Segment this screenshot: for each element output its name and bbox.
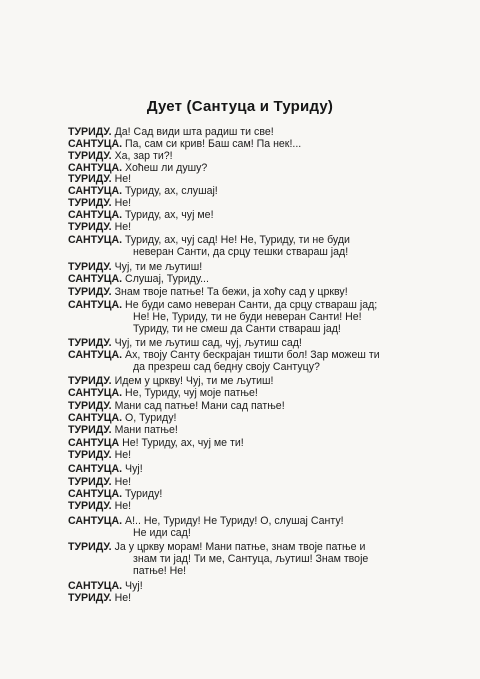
speaker-name: ТУРИДУ. (68, 592, 112, 604)
speaker-name: ТУРИДУ. (68, 375, 112, 387)
line-text: Ха, зар ти?! (114, 150, 173, 162)
line-text: Чуј! (125, 580, 143, 592)
dialogue-line (68, 209, 214, 221)
dialogue-line (68, 286, 348, 298)
dialogue-line (133, 246, 348, 258)
line-text: Не иди сад! (133, 527, 191, 539)
dialogue-line (68, 221, 131, 233)
dialogue-line (68, 449, 131, 461)
line-text: Не! Туриду, ах, чуј ме ти! (122, 437, 244, 449)
speaker-name: САНТУЦА. (68, 412, 123, 424)
line-text: Не! (114, 500, 132, 512)
speaker-name: САНТУЦА. (68, 349, 123, 361)
speaker-name: ТУРИДУ. (68, 541, 112, 553)
dialogue-line (68, 476, 131, 488)
dialogue-line (133, 311, 362, 323)
line-text: Хоћеш ли душу? (125, 162, 208, 174)
line-text: Па, сам си крив! Баш сам! Па нек!... (125, 138, 302, 150)
line-text: Туриду, ти не смеш да Санти ствараш јад! (133, 323, 341, 335)
dialogue-line (68, 500, 131, 512)
dialogue-line (68, 437, 244, 449)
dialogue-line (68, 261, 202, 273)
speaker-name: САНТУЦА. (68, 299, 123, 311)
speaker-name: САНТУЦА. (68, 387, 123, 399)
dialogue-line (68, 515, 344, 527)
dialogue-line (68, 400, 285, 412)
line-text: А!.. Не, Туриду! Не Туриду! О, слушај Санту! (125, 515, 344, 527)
speaker-name: САНТУЦА. (68, 234, 123, 246)
dialogue-line (68, 488, 162, 500)
speaker-name: ТУРИДУ. (68, 173, 112, 185)
dialogue-line (68, 234, 350, 246)
line-text: Мани сад патње! Мани сад патње! (114, 400, 285, 412)
speaker-name: ТУРИДУ. (68, 286, 112, 298)
speaker-name: САНТУЦА. (68, 463, 123, 475)
dialogue-line (68, 412, 176, 424)
line-text: О, Туриду! (125, 412, 177, 424)
speaker-name: ТУРИДУ. (68, 449, 112, 461)
dialogue-line (68, 173, 131, 185)
speaker-name: ТУРИДУ. (68, 337, 112, 349)
dialogue-line (68, 299, 377, 311)
dialogue-line (68, 185, 218, 197)
dialogue-line (68, 592, 131, 604)
dialogue-line (133, 527, 191, 539)
line-text: Туриду! (125, 488, 163, 500)
line-text: Да! Сад види шта радиш ти све! (114, 126, 274, 138)
dialogue-line (68, 197, 131, 209)
dialogue-line (133, 323, 341, 335)
speaker-name: ТУРИДУ. (68, 400, 112, 412)
line-text: Не буди само неверан Санти, да срцу ствараш јад; (125, 299, 378, 311)
speaker-name: САНТУЦА. (68, 580, 123, 592)
dialogue-line (68, 463, 143, 475)
dialogue-line (68, 126, 274, 138)
dialogue-line (68, 541, 365, 553)
line-text: Не! (114, 197, 132, 209)
line-text: Слушај, Туриду... (125, 273, 209, 285)
speaker-name: ТУРИДУ. (68, 261, 112, 273)
speaker-name: САНТУЦА. (68, 162, 123, 174)
dialogue-line (68, 580, 143, 592)
dialogue-line (68, 375, 273, 387)
dialogue-line (133, 553, 368, 565)
line-text: патње! Не! (133, 565, 187, 577)
line-text: Чуј, ти ме љутиш! (114, 261, 203, 273)
speaker-name: ТУРИДУ. (68, 126, 112, 138)
line-text: Знам твоје патње! Та бежи, ја хоћу сад у цркву! (114, 286, 348, 298)
line-text: Не! (114, 173, 132, 185)
line-text: Не! (114, 476, 132, 488)
line-text: Не! (114, 449, 132, 461)
speaker-name: САНТУЦА. (68, 209, 123, 221)
dialogue-line (68, 273, 209, 285)
speaker-name: ТУРИДУ. (68, 197, 112, 209)
dialogue-line (133, 565, 186, 577)
line-text: Идем у цркву! Чуј, ти ме љутиш! (114, 375, 274, 387)
line-text: Чуј! (125, 463, 143, 475)
speaker-name: САНТУЦА. (68, 273, 123, 285)
dialogue-line (68, 150, 173, 162)
line-text: Мани патње! (114, 424, 178, 436)
dialogue-line (68, 337, 302, 349)
line-text: Туриду, ах, слушај! (125, 185, 218, 197)
line-text: Ја у цркву морам! Мани патње, знам твоје патње и (114, 541, 366, 553)
speaker-name: САНТУЦА (68, 437, 120, 449)
line-text: Не! Не, Туриду, ти не буди неверан Санти! Не! (133, 311, 362, 323)
speaker-name: САНТУЦА. (68, 488, 123, 500)
speaker-name: САНТУЦА. (68, 515, 123, 527)
line-text: да презреш сад бедну своју Сантуцу? (133, 361, 320, 373)
line-text: Ах, твоју Санту бескрајан тишти бол! Зар можеш ти (125, 349, 380, 361)
speaker-name: САНТУЦА. (68, 185, 123, 197)
line-text: Не! (114, 592, 132, 604)
line-text: Туриду, ах, чуј ме! (125, 209, 214, 221)
dialogue-line (133, 361, 320, 373)
speaker-name: ТУРИДУ. (68, 150, 112, 162)
line-text: Не, Туриду, чуј моје патње! (125, 387, 258, 399)
dialogue-line (68, 387, 258, 399)
line-text: знам ти јад! Ти ме, Сантуца, љутиш! Знам твоје (133, 553, 369, 565)
dialogue-line (68, 424, 178, 436)
line-text: Чуј, ти ме љутиш сад, чуј, љутиш сад! (114, 337, 302, 349)
page-title: Дует (Сантуца и Туриду) (146, 98, 334, 115)
line-text: неверан Санти, да срцу тешки ствараш јад! (133, 246, 349, 258)
dialogue-line (68, 349, 380, 361)
speaker-name: ТУРИДУ. (68, 500, 112, 512)
line-text: Туриду, ах, чуј сад! Не! Не, Туриду, ти не буди (125, 234, 350, 246)
line-text: Не! (114, 221, 132, 233)
speaker-name: САНТУЦА. (68, 138, 123, 150)
speaker-name: ТУРИДУ. (68, 221, 112, 233)
speaker-name: ТУРИДУ. (68, 476, 112, 488)
speaker-name: ТУРИДУ. (68, 424, 112, 436)
dialogue-line (68, 138, 301, 150)
